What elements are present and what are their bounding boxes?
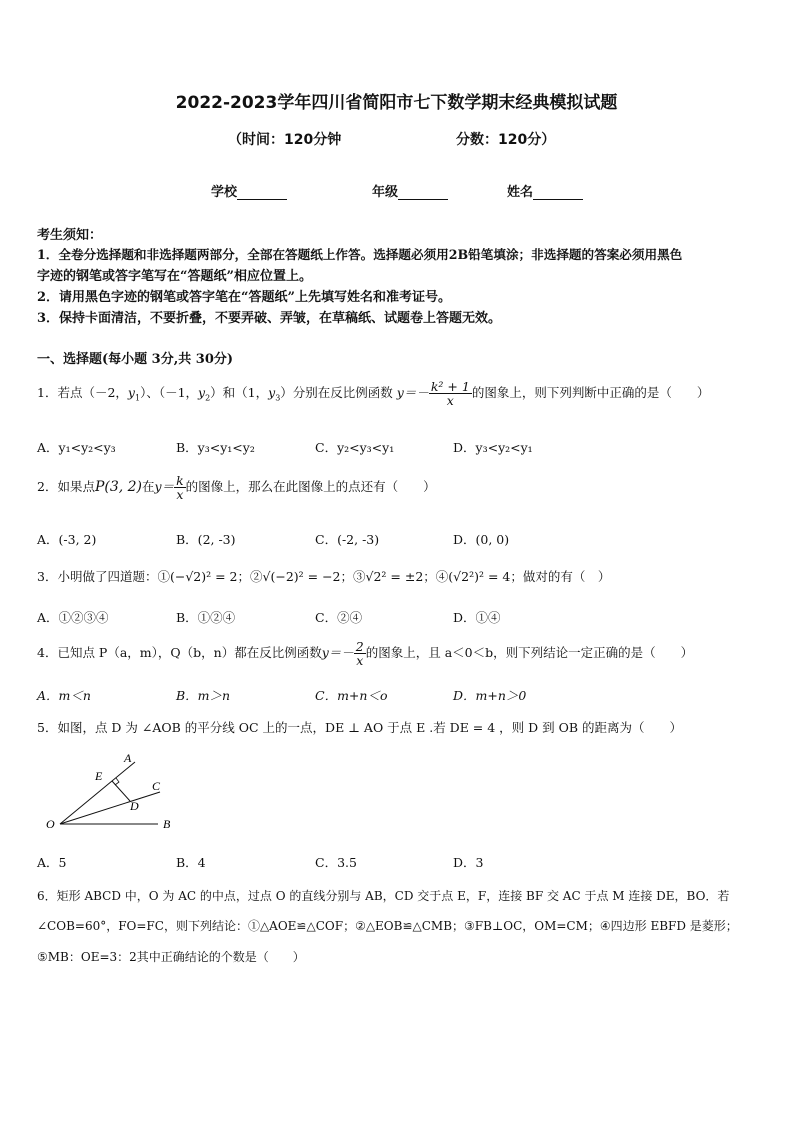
q2-option-c: C．(-2, -3) (315, 532, 380, 547)
question-1: 1．若点（－2，$y_1$）、（－1，$y_2$）和（1，$y_3$）分别在反比例函数 y＝－ $\frac{\text{k² + 1}}{x}$ 的图象上，则下列判断中正确的是（ ） (37, 379, 710, 408)
q5-option-d: D．3 (453, 855, 484, 870)
label-e: E (95, 769, 103, 783)
label-d: D (130, 799, 139, 813)
q5-option-c: C．3.5 (315, 855, 357, 870)
q3-option-a: A．①②③④ (37, 610, 109, 625)
segment-de (112, 781, 130, 801)
q2-option-a: A．(-3, 2) (37, 532, 97, 547)
grade-blank (398, 185, 448, 200)
label-o: O (46, 817, 55, 831)
notice-line-1a: 1．全卷分选择题和非选择题两部分，全部在答题纸上作答。选择题必须用2B铅笔填涂；非选择题的答案必须用黑色 (37, 247, 683, 262)
notice-line-1b: 字迹的钢笔或答字笔写在“答题纸”相应位置上。 (37, 269, 312, 284)
section-heading: 一、选择题(每小题 3分,共 30分) (37, 352, 234, 367)
q3-option-c: C．②④ (315, 610, 363, 625)
question-2: 2．如果点P(3, 2)在y＝ $\frac{k}{x}$ 的图像上，那么在此图像上的点还有（ ） (37, 473, 436, 502)
question-5: 5．如图，点 D 为 ∠AOB 的平分线 OC 上的一点，DE ⊥ AO 于点 E .若 DE = 4 ，则 D 到 OB 的距离为（ ） (37, 720, 683, 735)
q2-option-b: B．(2, -3) (176, 532, 236, 547)
label-a: A (124, 751, 132, 765)
q4-option-d: D．m+n＞0 (453, 688, 527, 703)
ray-oc (60, 792, 160, 824)
notice-line-3: 3．保持卡面清洁，不要折叠，不要弄破、弄皱，在草稿纸、试题卷上答题无效。 (37, 311, 502, 326)
q4-option-c: C．m+n＜o (315, 688, 388, 703)
label-b: B (163, 817, 171, 831)
school-label: 学校 (211, 185, 238, 200)
notice-heading: 考生须知： (37, 228, 103, 243)
q1-option-a: A．y₁<y₂<y₃ (37, 440, 116, 455)
question-6-line-1: 6．矩形 ABCD 中，O 为 AC 的中点，过点 O 的直线分别与 AB，CD 交于点 E，F，连接 BF 交 AC 于点 M 连接 DE，BO．若 (37, 889, 730, 903)
q3-option-d: D．①④ (453, 610, 501, 625)
q3-option-b: B．①②④ (176, 610, 236, 625)
q1-option-b: B．y₃<y₁<y₂ (176, 440, 255, 455)
question-4: 4．已知点 P（a，m），Q（b，n）都在反比例函数y＝－ $\frac{2}{x}$ 的图象上，且 a＜0＜b，则下列结论一定正确的是（ ） (37, 639, 694, 668)
name-label: 姓名 (507, 185, 534, 200)
exam-score: 分数：120分） (456, 132, 556, 148)
question-6-line-3: ⑤MB：OE=3：2其中正确结论的个数是（ ） (37, 950, 305, 964)
q5-option-b: B．4 (176, 855, 206, 870)
page-title: 2022-2023学年四川省简阳市七下数学期末经典模拟试题 (175, 93, 618, 113)
school-blank (237, 185, 287, 200)
question-3: 3．小明做了四道题：①(−√2)² = 2；②√(−2)² = −2；③√2² = ±2；④(√2²)² = 4；做对的有（ ） (37, 569, 611, 584)
exam-time: （时间：120分钟 (228, 132, 342, 148)
q4-option-b: B．m＞n (176, 688, 231, 703)
q2-fraction: $\frac{k}{x}$ (176, 473, 184, 502)
right-angle-mark (115, 778, 119, 785)
q1-option-c: C．y₂<y₃<y₁ (315, 440, 395, 455)
name-blank (533, 185, 583, 200)
q5-option-a: A．5 (37, 855, 67, 870)
question-6-line-2: ∠COB=60°，FO=FC，则下列结论：①△AOE≌△COF；②△EOB≌△CMB；③FB⊥OC，OM=CM；④四边形 EBFD 是菱形； (37, 919, 738, 933)
name-field (507, 181, 583, 200)
q2-option-d: D．(0, 0) (453, 532, 510, 547)
school-field (211, 181, 287, 200)
q1-fraction: $\frac{\text{k² + 1}}{x}$ (430, 379, 470, 408)
grade-label: 年级 (372, 185, 399, 200)
notice-line-2: 2．请用黑色字迹的钢笔或答字笔在“答题纸”上先填写姓名和准考证号。 (37, 290, 452, 305)
grade-field (372, 181, 448, 200)
q4-option-a: A．m＜n (37, 688, 91, 703)
q4-fraction: $\frac{2}{x}$ (355, 639, 364, 668)
angle-figure (40, 748, 190, 838)
q1-option-d: D．y₃<y₂<y₁ (453, 440, 533, 455)
label-c: C (152, 779, 161, 793)
